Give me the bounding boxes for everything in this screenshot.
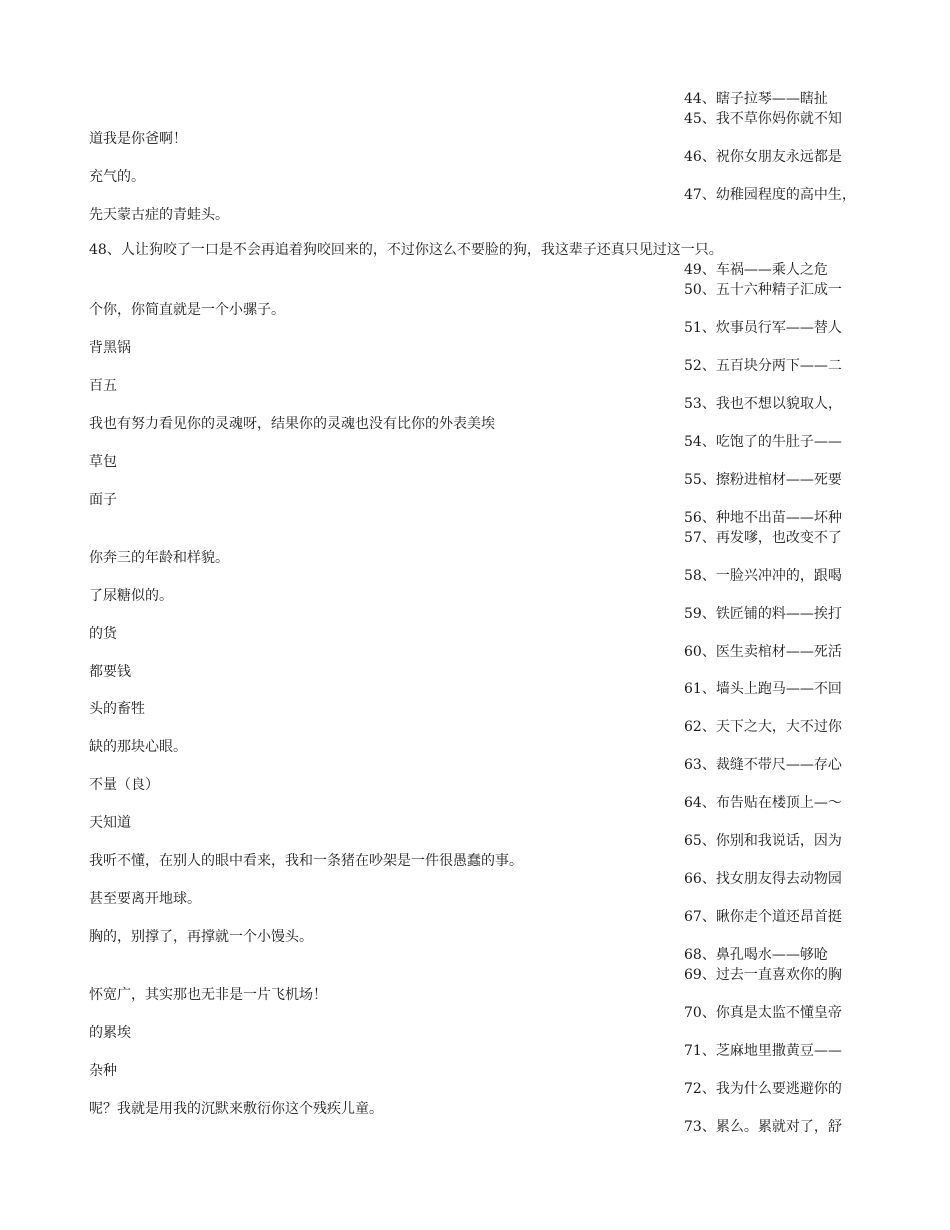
text-line: 草包 (89, 454, 117, 470)
text-line: 头的畜牲 (89, 701, 145, 717)
numbered-line: 47、幼稚园程度的高中生， (684, 187, 856, 203)
numbered-line: 70、你真是太监不懂皇帝 (684, 1005, 842, 1021)
numbered-line: 64、布告贴在楼顶上—～ (684, 795, 842, 811)
numbered-line: 51、炊事员行军——替人 (684, 320, 842, 336)
text-line: 杂种 (89, 1063, 117, 1079)
numbered-line: 71、芝麻地里撒黄豆—— (684, 1043, 842, 1059)
text-line: 天知道 (89, 815, 131, 831)
text-line: 的货 (89, 626, 117, 642)
numbered-line: 60、医生卖棺材——死活 (684, 644, 842, 660)
text-line: 都要钱 (89, 664, 131, 680)
numbered-line: 52、五百块分两下——二 (684, 358, 842, 374)
numbered-line: 45、我不草你妈你就不知 (684, 111, 842, 127)
text-line: 道我是你爸啊！ (89, 131, 187, 147)
numbered-line: 67、瞅你走个道还昂首挺 (684, 909, 842, 925)
text-line: 缺的那块心眼。 (89, 739, 187, 755)
numbered-line: 72、我为什么要逃避你的 (684, 1081, 842, 1097)
numbered-line: 61、墙头上跑马——不回 (684, 681, 842, 697)
numbered-line: 66、找女朋友得去动物园 (684, 871, 842, 887)
numbered-line: 73、累么。累就对了，舒 (684, 1119, 842, 1135)
text-line: 百五 (89, 378, 117, 394)
numbered-line: 55、擦粉进棺材——死要 (684, 472, 842, 488)
numbered-line: 46、祝你女朋友永远都是 (684, 149, 842, 165)
text-line: 我听不懂，在别人的眼中看来，我和一条猪在吵架是一件很愚蠢的事。 (89, 853, 523, 869)
numbered-line: 53、我也不想以貌取人， (684, 396, 842, 412)
text-line: 甚至要离开地球。 (89, 891, 201, 907)
numbered-line: 44、瞎子拉琴——瞎扯 (684, 91, 828, 107)
numbered-line: 65、你别和我说话，因为 (684, 833, 842, 849)
numbered-line: 69、过去一直喜欢你的胸 (684, 967, 842, 983)
text-line: 充气的。 (89, 169, 145, 185)
text-line: 不量（良） (89, 777, 159, 793)
text-line: 呢？我就是用我的沉默来敷衍你这个残疾儿童。 (89, 1101, 383, 1117)
text-line: 怀宽广，其实那也无非是一片飞机场！ (89, 987, 327, 1003)
numbered-line: 63、裁缝不带尺——存心 (684, 757, 842, 773)
text-line: 了尿糖似的。 (89, 588, 173, 604)
numbered-line: 68、鼻孔喝水——够呛 (684, 947, 828, 963)
text-line: 我也有努力看见你的灵魂呀，结果你的灵魂也没有比你的外表美埃 (89, 416, 495, 432)
numbered-line: 57、再发嗲，也改变不了 (684, 530, 842, 546)
text-line: 个你，你简直就是一个小骡子。 (89, 302, 285, 318)
text-line: 48、人让狗咬了一口是不会再追着狗咬回来的，不过你这么不要脸的狗，我这辈子还真只见过这一只。 (89, 242, 723, 258)
numbered-line: 62、天下之大，大不过你 (684, 719, 842, 735)
text-line: 胸的，别撑了，再撑就一个小馒头。 (89, 929, 313, 945)
text-line: 的累埃 (89, 1025, 131, 1041)
text-line: 先天蒙古症的青蛙头。 (89, 207, 229, 223)
numbered-line: 58、一脸兴冲冲的，跟喝 (684, 568, 842, 584)
numbered-line: 56、种地不出苗——坏种 (684, 510, 842, 526)
numbered-line: 54、吃饱了的牛肚子—— (684, 434, 842, 450)
numbered-line: 50、五十六种精子汇成一 (684, 282, 842, 298)
text-line: 面子 (89, 492, 117, 508)
numbered-line: 49、车祸——乘人之危 (684, 262, 828, 278)
text-line: 你奔三的年龄和样貌。 (89, 550, 229, 566)
numbered-line: 59、铁匠铺的料——挨打 (684, 606, 842, 622)
text-line: 背黑锅 (89, 340, 131, 356)
